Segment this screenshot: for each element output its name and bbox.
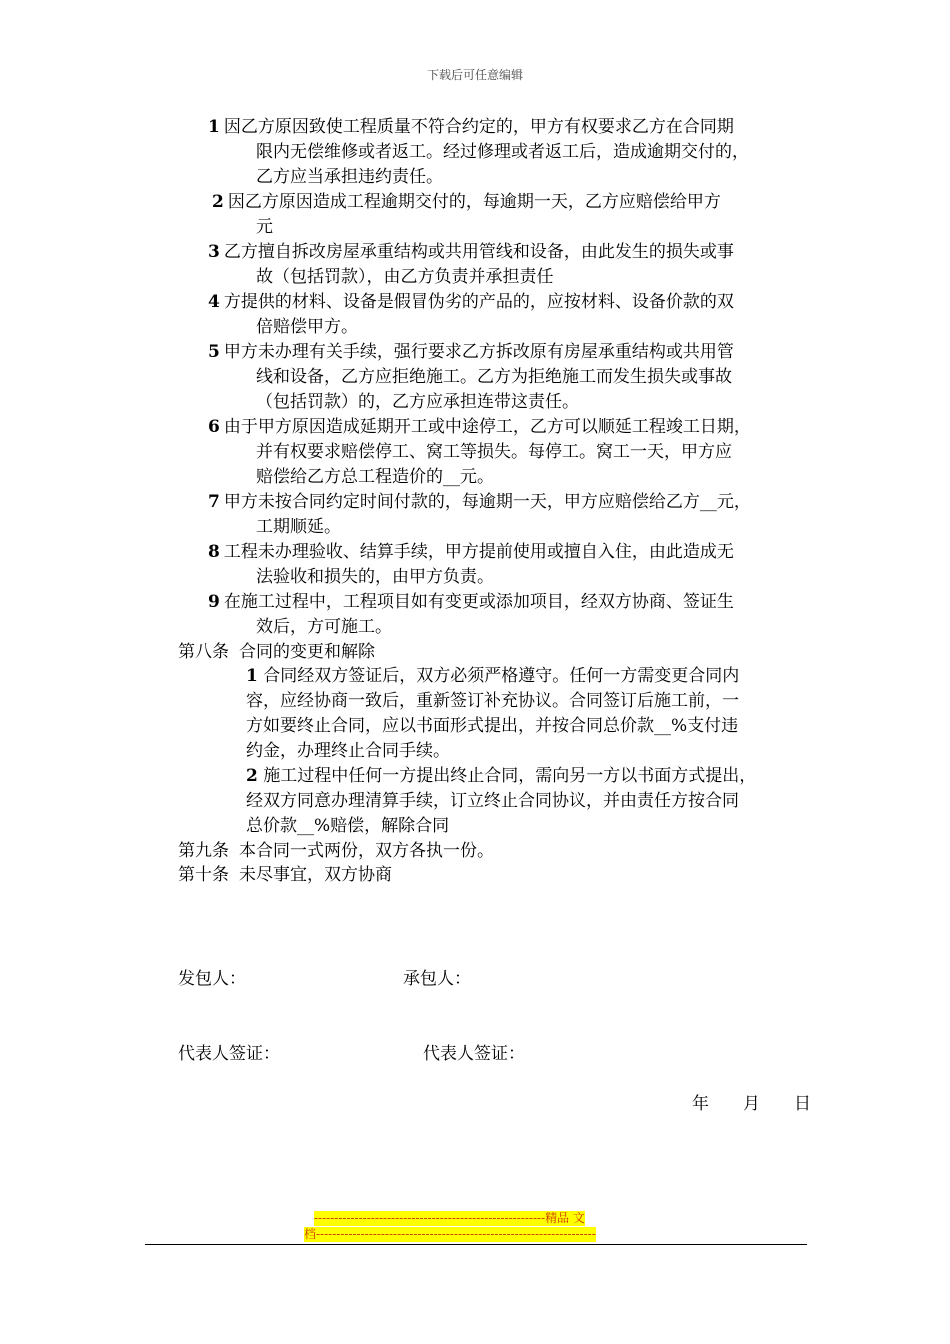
- item-number: 1: [246, 666, 258, 686]
- item-text: 合同经双方签证后，双方必须严格遵守。任何一方需变更合同内: [263, 666, 740, 686]
- page-header: 下载后可任意编辑: [426, 68, 523, 82]
- list-item: [208, 290, 822, 340]
- representative-sign-left: 代表人签证：: [178, 1044, 280, 1064]
- list-item: [208, 240, 822, 290]
- item-text: 效后，方可施工。: [256, 617, 392, 637]
- item-number: 1: [208, 117, 220, 137]
- article-title: 合同的变更和解除: [239, 642, 375, 662]
- list-item: [208, 590, 822, 640]
- article-number: 第八条: [178, 642, 229, 662]
- employer-label: 发包人：: [178, 969, 246, 989]
- item-number: 8: [208, 542, 220, 562]
- list-item: [208, 415, 822, 490]
- list-item: [208, 115, 822, 190]
- list-item: [246, 664, 826, 764]
- item-text: （包括罚款）的，乙方应承担连带这责任。: [256, 392, 579, 412]
- list-item: [208, 540, 822, 590]
- item-number: 9: [208, 592, 220, 612]
- footer-watermark-line2: 档---------------------------------------------------------------------: [304, 1227, 596, 1241]
- item-text: 故（包括罚款），由乙方负责并承担责任: [256, 267, 554, 287]
- item-text: 方如要终止合同，应以书面形式提出，并按合同总价款__%支付违: [246, 716, 739, 736]
- item-number: 7: [208, 492, 220, 512]
- list-item: [208, 490, 822, 540]
- item-text: 甲方未按合同约定时间付款的，每逾期一天，甲方应赔偿给乙方__元，: [223, 492, 751, 512]
- representative-sign-right: 代表人签证：: [423, 1044, 525, 1064]
- item-text: 约金，办理终止合同手续。: [246, 741, 450, 761]
- item-text: 元: [256, 217, 273, 237]
- item-text: 方提供的材料、设备是假冒伪劣的产品的，应按材料、设备价款的双: [223, 292, 734, 312]
- article-text: 未尽事宜，双方协商: [239, 865, 392, 885]
- item-number: 3: [208, 242, 220, 262]
- item-text: 并有权要求赔偿停工、窝工等损失。每停工。窝工一天，甲方应: [256, 442, 732, 462]
- article-text: 本合同一式两份，双方各执一份。: [239, 841, 494, 861]
- contractor-label: 承包人：: [403, 969, 471, 989]
- item-text: 因乙方原因致使工程质量不符合约定的，甲方有权要求乙方在合同期: [223, 117, 734, 137]
- item-text: 总价款__%赔偿，解除合同: [246, 816, 450, 836]
- article-heading: [178, 839, 494, 864]
- item-number: 4: [208, 292, 220, 312]
- item-text: 在施工过程中，工程项目如有变更或添加项目，经双方协商、签证生: [223, 592, 734, 612]
- article-number: 第十条: [178, 865, 229, 885]
- item-number: 5: [208, 342, 220, 362]
- item-number: 2: [246, 766, 258, 786]
- item-text: 由于甲方原因造成延期开工或中途停工，乙方可以顺延工程竣工日期，: [223, 417, 751, 437]
- item-text: 乙方应当承担违约责任。: [256, 167, 443, 187]
- date-line: 年 月 日: [692, 1094, 811, 1114]
- item-text: 甲方未办理有关手续，强行要求乙方拆改原有房屋承重结构或共用管: [223, 342, 734, 362]
- article-number: 第九条: [178, 841, 229, 861]
- item-text: 乙方擅自拆改房屋承重结构或共用管线和设备，由此发生的损失或事: [223, 242, 734, 262]
- article-heading: [178, 863, 392, 888]
- item-text: 经双方同意办理清算手续，订立终止合同协议，并由责任方按合同: [246, 791, 739, 811]
- item-text: 施工过程中任何一方提出终止合同，需向另一方以书面方式提出，: [263, 766, 757, 786]
- list-item: [208, 340, 822, 415]
- item-number: 6: [208, 417, 220, 437]
- item-text: 容，应经协商一致后，重新签订补充协议。合同签订后施工前，一: [246, 691, 739, 711]
- footer-watermark-line1: ---------------------------------------------------------精品 文: [314, 1211, 585, 1225]
- item-text: 法验收和损失的，由甲方负责。: [256, 567, 494, 587]
- item-text: 赔偿给乙方总工程造价的__元。: [256, 467, 494, 487]
- item-text: 倍赔偿甲方。: [256, 317, 358, 337]
- item-text: 工程未办理验收、结算手续，甲方提前使用或擅自入住，由此造成无: [223, 542, 734, 562]
- item-text: 线和设备，乙方应拒绝施工。乙方为拒绝施工而发生损失或事故: [256, 367, 732, 387]
- list-item: [212, 190, 826, 240]
- item-number: 2: [212, 192, 224, 212]
- list-item: [246, 764, 826, 839]
- item-text: 工期顺延。: [256, 517, 341, 537]
- item-text: 限内无偿维修或者返工。经过修理或者返工后，造成逾期交付的，: [256, 142, 749, 162]
- article-heading: [178, 640, 375, 665]
- footer-divider: [145, 1244, 807, 1245]
- item-text: 因乙方原因造成工程逾期交付的，每逾期一天，乙方应赔偿给甲方: [227, 192, 721, 212]
